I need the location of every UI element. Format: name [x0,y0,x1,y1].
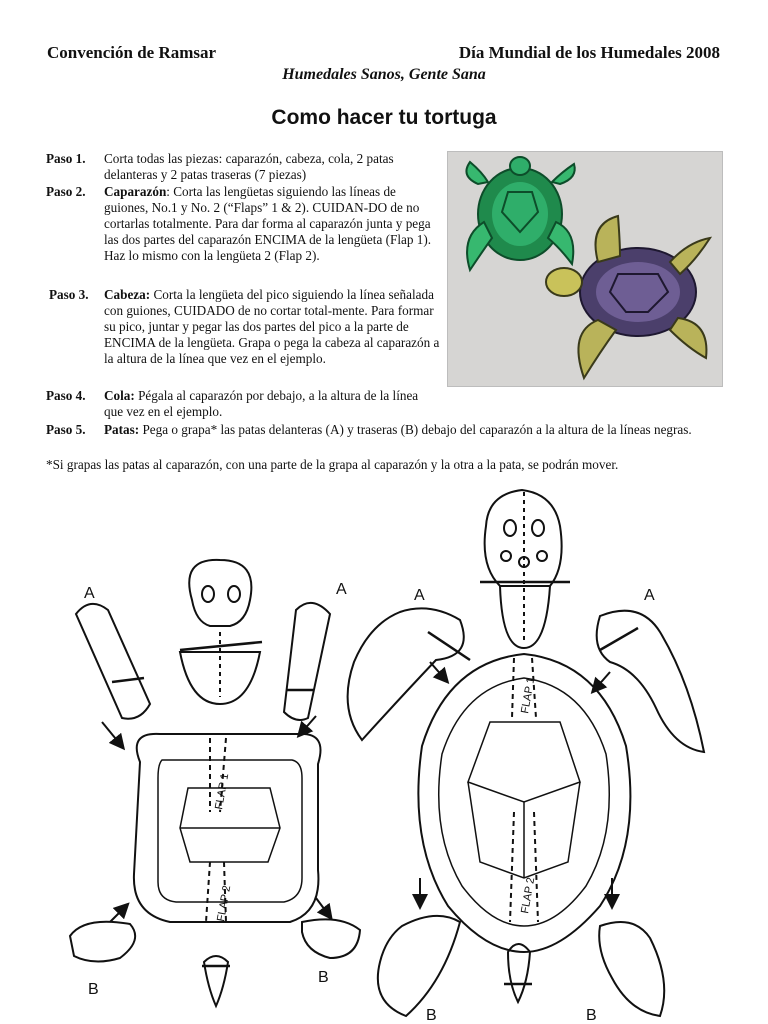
hatchling-tail [204,956,228,1006]
turtle-pattern-diagram [40,482,730,1022]
adult-flap-1-label: FLAP 1 [519,676,538,715]
step-1 [46,151,440,183]
hatchling-back-flipper-right [302,919,360,958]
adult-head [485,490,562,586]
page-title: Como hacer tu tortuga [271,106,497,129]
step-4 [46,388,440,420]
step-2 [46,184,434,264]
header-left-title: Convención de Ramsar [47,43,217,62]
step-4-heading: Cola: [104,388,135,403]
adult-front-flipper-right [597,611,704,752]
step-4-label: Paso 4. [46,388,86,403]
step-5 [46,422,716,438]
header-slogan: Humedales Sanos, Gente Sana [282,66,486,83]
header-right-title: Día Mundial de los Humedales 2008 [458,43,720,62]
adult-back-flipper-right [599,922,664,1016]
adult-back-flipper-left [378,916,460,1016]
label-a-adult-right: A [644,587,655,604]
step-5-label: Paso 5. [46,422,86,437]
step-3 [46,287,440,367]
step-2-label: Paso 2. [46,184,86,199]
label-b-adult-right: B [586,1007,597,1022]
step-1-label: Paso 1. [46,151,86,166]
label-a-hatchling-right: A [336,581,347,598]
label-a-hatchling-left: A [84,585,95,602]
step-2-text: : Corta las lengüetas siguiendo las líneas de guiones, No.1 y No. 2 (“Flaps” 1 & 2). CUIDAN-DO de no cortarlas totalmente. Para dar forma al caparazón junta y pega las dos partes del caparazón ENCIMA de la lengüeta (Flap 1). Haz lo mismo con la lengüeta 2 (Flap 2). [104,184,432,263]
hatchling-back-flipper-left [70,922,135,962]
step-5-text: Pega o grapa* las patas delanteras (A) y traseras (B) debajo del caparazón a la altura de la líneas negras. [139,422,692,437]
green-turtle-image [466,157,574,270]
hatchling-flap-1-label: FLAP 1 [213,772,232,811]
hatchling-front-flipper-left [76,604,150,719]
label-b-adult-left: B [426,1007,437,1022]
step-2-heading: Caparazón [104,184,167,199]
hatchling-front-flipper-right [284,603,330,720]
step-5-heading: Patas: [104,422,140,437]
adult-pattern [348,490,704,1016]
step-3-heading: Cabeza: [104,287,151,302]
step-1-text: Corta todas las piezas: caparazón, cabeza, cola, 2 patas delanteras y 2 patas traseras (7 piezas) [104,151,394,182]
hatchling-flap-2-label: FLAP 2 [215,884,234,923]
label-b-hatchling-right: B [318,969,329,986]
step-3-label: Paso 3. [49,287,89,302]
step-4-text: Pégala al caparazón por debajo, a la altura de la línea que vez en el ejemplo. [104,388,419,419]
label-a-adult-left: A [414,587,425,604]
adult-flap-2-label: FLAP 2 [519,876,538,915]
turtle-photo [447,151,723,387]
label-b-hatchling-left: B [88,981,99,998]
hatchling-pattern [70,560,360,1006]
step-3-text: Corta la lengüeta del pico siguiendo la línea señalada con guiones, CUIDADO de no cortar total-mente. Para formar su pico, juntar y pegar las dos partes del pico a la parte de ENCIMA de la lengüeta. Grapa o pega la cabeza al caparazón a la altura de la línea que vez en el ejemplo. [104,287,440,366]
staple-note: *Si grapas las patas al caparazón, con una parte de la grapa al caparazón y la otra a la pata, se podrán mover. [46,457,619,472]
hatchling-head [189,560,251,626]
adult-front-flipper-left [348,608,464,740]
